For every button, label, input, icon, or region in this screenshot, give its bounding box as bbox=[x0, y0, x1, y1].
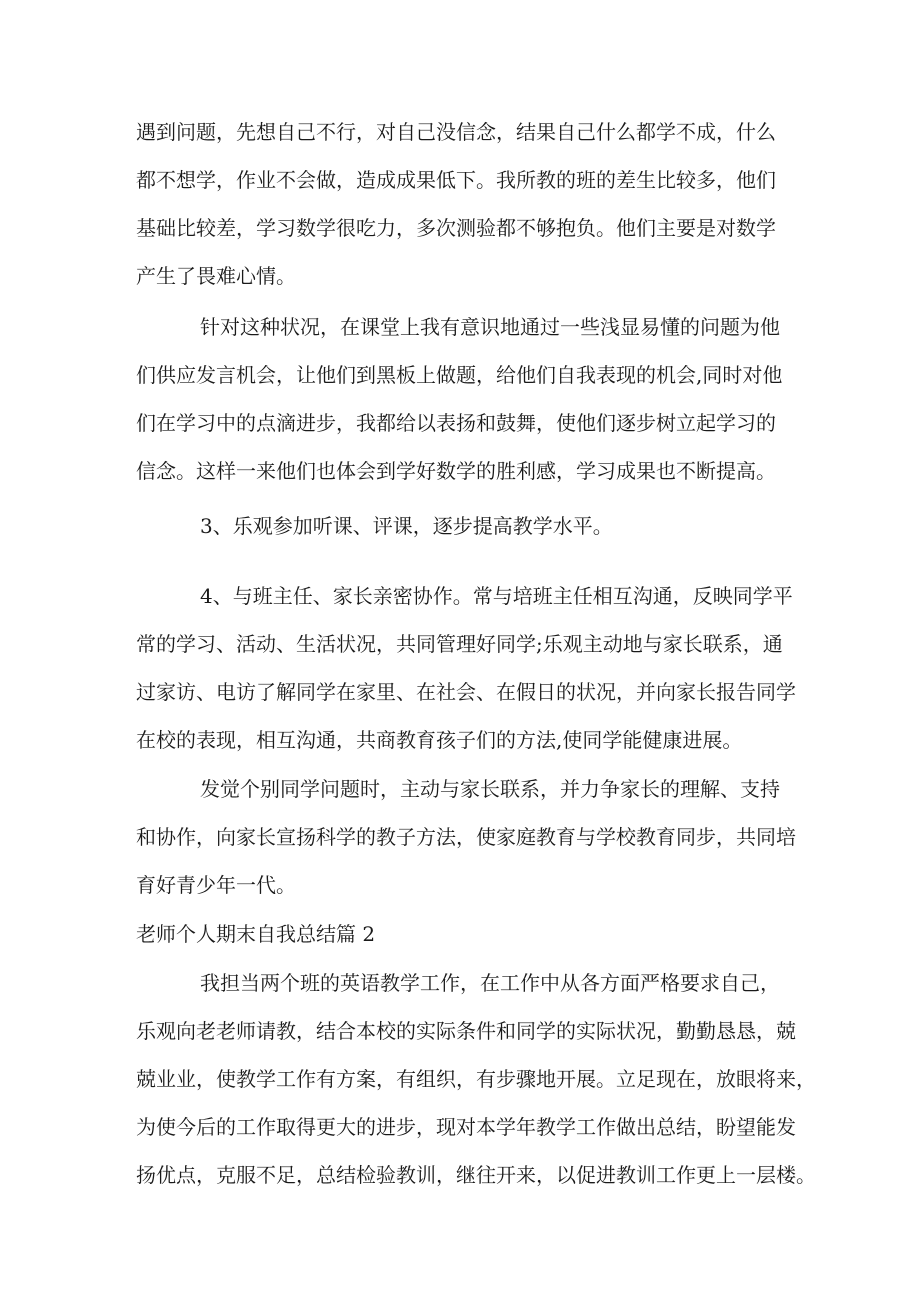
paragraph-4-line-3: 过家访、电访了解同学在家里、在社会、在假日的状况，并向家长报告同学 bbox=[136, 680, 796, 704]
paragraph-2-line-3: 们在学习中的点滴进步，我都给以表扬和鼓舞，使他们逐步树立起学习的 bbox=[136, 411, 776, 435]
paragraph-6-line-5: 扬优点，克服不足，总结检验教训，继往开来，以促进教训工作更上一层楼。 bbox=[136, 1163, 816, 1187]
paragraph-1-line-4: 产生了畏难心情。 bbox=[136, 264, 296, 288]
paragraph-5-line-1: 发觉个别同学问题时，主动与家长联系，并力争家长的理解、支持 bbox=[200, 777, 780, 801]
paragraph-2-line-1: 针对这种状况，在课堂上我有意识地通过一些浅显易懂的问题为他 bbox=[200, 315, 780, 339]
paragraph-4-line-1: 4、与班主任、家长亲密协作。常与培班主任相互沟通，反映同学平 bbox=[200, 584, 793, 608]
paragraph-5-line-3: 育好青少年一代。 bbox=[136, 873, 296, 897]
paragraph-1-line-2: 都不想学，作业不会做，造成成果低下。我所教的班的差生比较多，他们 bbox=[136, 168, 776, 192]
paragraph-6-line-1: 我担当两个班的英语教学工作，在工作中从各方面严格要求自己， bbox=[200, 971, 780, 995]
paragraph-6-line-2: 乐观向老老师请教，结合本校的实际条件和同学的实际状况，勤勤恳恳，兢 bbox=[136, 1019, 796, 1043]
paragraph-3-line-1: 3、乐观参加听课、评课，逐步提高教学水平。 bbox=[200, 514, 613, 538]
paragraph-2-line-4: 信念。这样一来他们也体会到学好数学的胜利感，学习成果也不断提高。 bbox=[136, 459, 776, 483]
paragraph-1-line-1: 遇到问题，先想自己不行，对自己没信念，结果自己什么都学不成，什么 bbox=[136, 120, 776, 144]
paragraph-4-line-4: 在校的表现，相互沟通，共商教育孩子们的方法,使同学能健康进展。 bbox=[136, 728, 743, 752]
section-heading: 老师个人期末自我总结篇 2 bbox=[136, 922, 376, 946]
paragraph-1-line-3: 基础比较差，学习数学很吃力，多次测验都不够抱负。他们主要是对数学 bbox=[136, 216, 776, 240]
paragraph-6-line-3: 兢业业，使教学工作有方案，有组织，有步骤地开展。立足现在，放眼将来， bbox=[136, 1067, 816, 1091]
paragraph-6-line-4: 为使今后的工作取得更大的进步，现对本学年教学工作做出总结，盼望能发 bbox=[136, 1115, 796, 1139]
paragraph-2-line-2: 们供应发言机会，让他们到黑板上做题，给他们自我表现的机会,同时对他 bbox=[136, 363, 783, 387]
paragraph-5-line-2: 和协作，向家长宣扬科学的教子方法，使家庭教育与学校教育同步，共同培 bbox=[136, 825, 796, 849]
paragraph-4-line-2: 常的学习、活动、生活状况，共同管理好同学;乐观主动地与家长联系，通 bbox=[136, 632, 783, 656]
